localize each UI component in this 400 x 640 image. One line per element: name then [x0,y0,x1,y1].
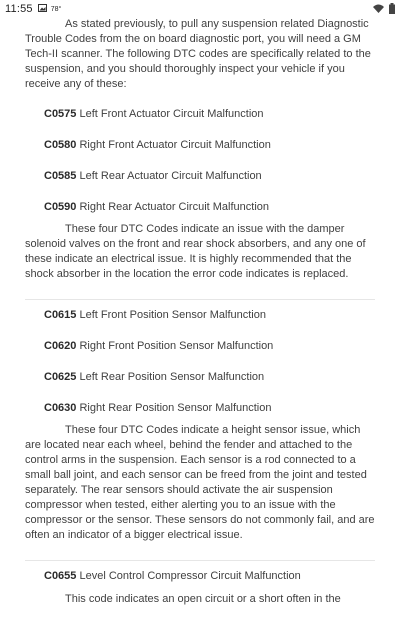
actuator-explanation-paragraph: These four DTC Codes indicate an issue with the damper solenoid valves on the front and rear shock absorbers, and any one of these indicate an electrical issue. It is highly recommended that the shock absorber in the location the error code indicates is replaced. [25,223,366,280]
dtc-code-line [0,308,400,323]
dtc-code: C0615 [44,309,77,321]
dtc-code-line [0,370,400,385]
dtc-description: Right Front Actuator Circuit Malfunction [79,139,271,151]
dtc-code-line [0,138,400,153]
sensor-explanation-paragraph: These four DTC Codes indicate a height sensor issue, which are located near each wheel, behind the fender and attached to the control arms in the suspension. Each sensor is a rod connected to a small ball joint, and each sensor can be freed from the joint and tested separately. The rear sensors should activate the air suspension compressor when tested, either alerting you to an issue with the compressor or the sensor. These sensors do not commonly fail, and are often an indicator of a bigger electrical issue. [25,424,375,541]
dtc-group-position-sensor [0,308,400,416]
section-divider [25,299,375,300]
section-divider [25,560,375,561]
dtc-code-line [0,169,400,184]
dtc-code: C0655 [44,570,77,582]
dtc-description: Left Front Actuator Circuit Malfunction [79,108,264,120]
dtc-code-line [0,401,400,416]
dtc-code: C0630 [44,402,77,414]
dtc-description: Right Rear Position Sensor Malfunction [79,402,272,414]
dtc-group-actuator [0,107,400,215]
image-icon [38,3,47,15]
compressor-explanation-paragraph: This code indicates an open circuit or a short often in the [65,593,341,605]
dtc-code: C0625 [44,371,77,383]
article-content [0,15,400,607]
dtc-description: Left Rear Position Sensor Malfunction [79,371,265,383]
status-time: 11:55 [5,3,33,15]
dtc-code-line [0,569,400,584]
intro-paragraph: As stated previously, to pull any suspension related Diagnostic Trouble Codes from the on board diagnostic port, you will need a GM Tech-II scanner. The following DTC codes are specifically related to the suspension, and you should thoroughly inspect your vehicle if you receive any of these: [25,18,371,90]
dtc-code: C0575 [44,108,77,120]
dtc-description: Level Control Compressor Circuit Malfunction [79,570,301,582]
dtc-description: Right Rear Actuator Circuit Malfunction [79,201,270,213]
dtc-code-line [0,339,400,354]
dtc-code: C0620 [44,340,77,352]
dtc-description: Left Front Position Sensor Malfunction [79,309,266,321]
dtc-description: Right Front Position Sensor Malfunction [79,340,274,352]
dtc-group-compressor [0,569,400,584]
dtc-code: C0585 [44,170,77,182]
dtc-code-line [0,200,400,215]
dtc-description: Left Rear Actuator Circuit Malfunction [79,170,262,182]
temperature-text: 78° [50,5,62,13]
dtc-code: C0590 [44,201,77,213]
dtc-code: C0580 [44,139,77,151]
dtc-code-line [0,107,400,122]
status-notification-icons [38,3,62,15]
